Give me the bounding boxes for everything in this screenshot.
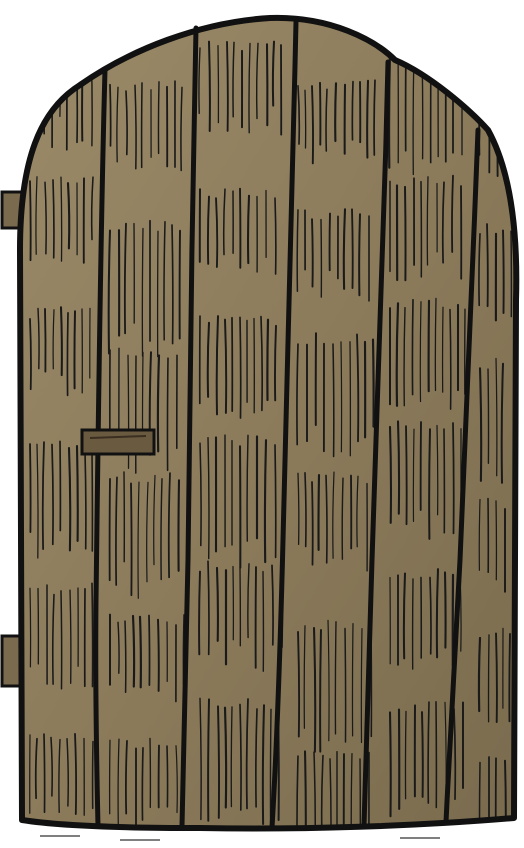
grain-stroke (263, 705, 264, 824)
grain-stroke (125, 621, 126, 692)
grain-stroke (61, 177, 62, 261)
grain-stroke (479, 763, 480, 848)
grain-stroke (312, 219, 313, 286)
grain-stroke (265, 440, 266, 562)
grain-stroke (68, 183, 69, 248)
grain-stroke (240, 317, 241, 418)
grain-stroke (312, 482, 313, 565)
grain-stroke (374, 80, 375, 155)
grain-stroke (92, 583, 93, 686)
grain-stroke (352, 209, 353, 288)
grain-stroke (509, 634, 510, 721)
grain-stroke (422, 51, 423, 159)
grain-stroke (304, 626, 305, 729)
grain-stroke (312, 86, 313, 163)
grain-stroke (297, 210, 298, 291)
grain-stroke (335, 622, 336, 734)
grain-stroke (110, 85, 111, 146)
grain-stroke (505, 761, 506, 841)
grain-stroke (305, 473, 306, 547)
grain-stroke (422, 712, 423, 797)
grain-stroke (75, 734, 76, 814)
grain-stroke (67, 313, 68, 396)
grain-stroke (45, 309, 46, 372)
grain-stroke (437, 569, 438, 657)
grain-stroke (390, 712, 391, 816)
grain-stroke (199, 572, 200, 655)
grain-stroke (351, 754, 352, 848)
grain-stroke (320, 630, 321, 752)
grain-stroke (405, 711, 406, 798)
grain-stroke (167, 746, 168, 807)
grain-stroke (345, 629, 346, 743)
grain-stroke (453, 423, 454, 533)
grain-stroke (82, 47, 83, 141)
grain-stroke (405, 187, 406, 280)
grain-stroke (227, 42, 228, 131)
grain-stroke (225, 320, 226, 413)
grain-stroke (30, 588, 31, 667)
grain-stroke (209, 42, 210, 131)
grain-stroke (430, 578, 431, 654)
grain-stroke (30, 444, 31, 532)
grain-stroke (158, 355, 159, 451)
grain-stroke (275, 198, 276, 274)
grain-stroke (496, 633, 497, 722)
grain-stroke (273, 42, 274, 106)
grain-stroke (427, 177, 428, 265)
grain-stroke (505, 83, 506, 150)
grain-stroke (412, 300, 413, 395)
grain-stroke (225, 708, 226, 808)
grain-stroke (352, 82, 353, 140)
grain-stroke (341, 342, 342, 452)
grain-stroke (326, 475, 327, 562)
grain-stroke (335, 83, 336, 141)
grain-stroke (178, 480, 179, 571)
grain-stroke (479, 638, 480, 711)
grain-stroke (429, 429, 430, 539)
grain-stroke (248, 196, 249, 263)
grain-stroke (359, 214, 360, 295)
grain-stroke (231, 707, 232, 807)
grain-stroke (208, 561, 209, 654)
grain-stroke (74, 311, 75, 388)
grain-stroke (208, 699, 209, 821)
grain-stroke (428, 702, 429, 803)
grain-stroke (298, 632, 299, 737)
grain-stroke (275, 326, 276, 401)
grain-stroke (142, 229, 143, 357)
grain-stroke (158, 620, 159, 691)
grain-stroke (149, 616, 150, 686)
grain-stroke (404, 574, 405, 659)
grain-stroke (275, 445, 276, 558)
grain-stroke (367, 81, 368, 158)
grain-stroke (142, 748, 143, 820)
grain-stroke (333, 344, 334, 457)
grain-stroke (29, 47, 30, 148)
grain-stroke (85, 452, 86, 549)
grain-stroke (413, 429, 414, 521)
grain-stroke (218, 706, 219, 818)
grain-stroke (30, 181, 31, 260)
grain-stroke (131, 483, 132, 595)
grain-stroke (61, 591, 62, 689)
grain-stroke (208, 197, 209, 264)
grain-stroke (330, 759, 331, 848)
grain-stroke (452, 176, 453, 252)
grain-stroke (125, 224, 126, 334)
grain-stroke (450, 310, 451, 410)
grain-stroke (361, 629, 362, 743)
grain-stroke (116, 477, 117, 585)
grain-stroke (140, 617, 141, 688)
grain-stroke (208, 323, 209, 397)
grain-stroke (420, 302, 421, 402)
grain-stroke (30, 319, 31, 389)
grain-stroke (445, 572, 446, 647)
grain-stroke (53, 180, 54, 258)
door-handle[interactable] (82, 430, 154, 454)
grain-stroke (305, 90, 306, 148)
grain-stroke (69, 448, 70, 550)
grain-stroke (305, 751, 306, 848)
grain-stroke (326, 89, 327, 151)
grain-stroke (479, 500, 480, 571)
grain-stroke (44, 734, 45, 812)
grain-stroke (158, 82, 159, 153)
grain-stroke (172, 225, 173, 344)
grain-stroke (342, 478, 343, 559)
grain-stroke (52, 445, 53, 545)
grain-stroke (314, 628, 315, 752)
grain-stroke (397, 303, 398, 405)
grain-stroke (167, 358, 168, 470)
grain-stroke (344, 209, 345, 288)
grain-stroke (487, 224, 488, 306)
grain-stroke (217, 568, 218, 641)
grain-stroke (480, 368, 481, 481)
grain-stroke (390, 427, 391, 523)
grain-stroke (297, 756, 298, 848)
grain-stroke (373, 340, 374, 427)
grain-stroke (133, 616, 134, 687)
grain-stroke (488, 369, 489, 463)
grain-stroke (267, 320, 268, 400)
grain-stroke (435, 298, 436, 390)
ground-marks (40, 836, 440, 840)
grain-stroke (77, 446, 78, 541)
grain-stroke (406, 426, 407, 524)
grain-stroke (352, 624, 353, 736)
grain-stroke (398, 421, 399, 513)
grain-stroke (437, 426, 438, 515)
grain-stroke (126, 741, 127, 814)
grain-stroke (61, 307, 62, 375)
grain-stroke (503, 230, 504, 313)
grain-stroke (272, 565, 273, 644)
